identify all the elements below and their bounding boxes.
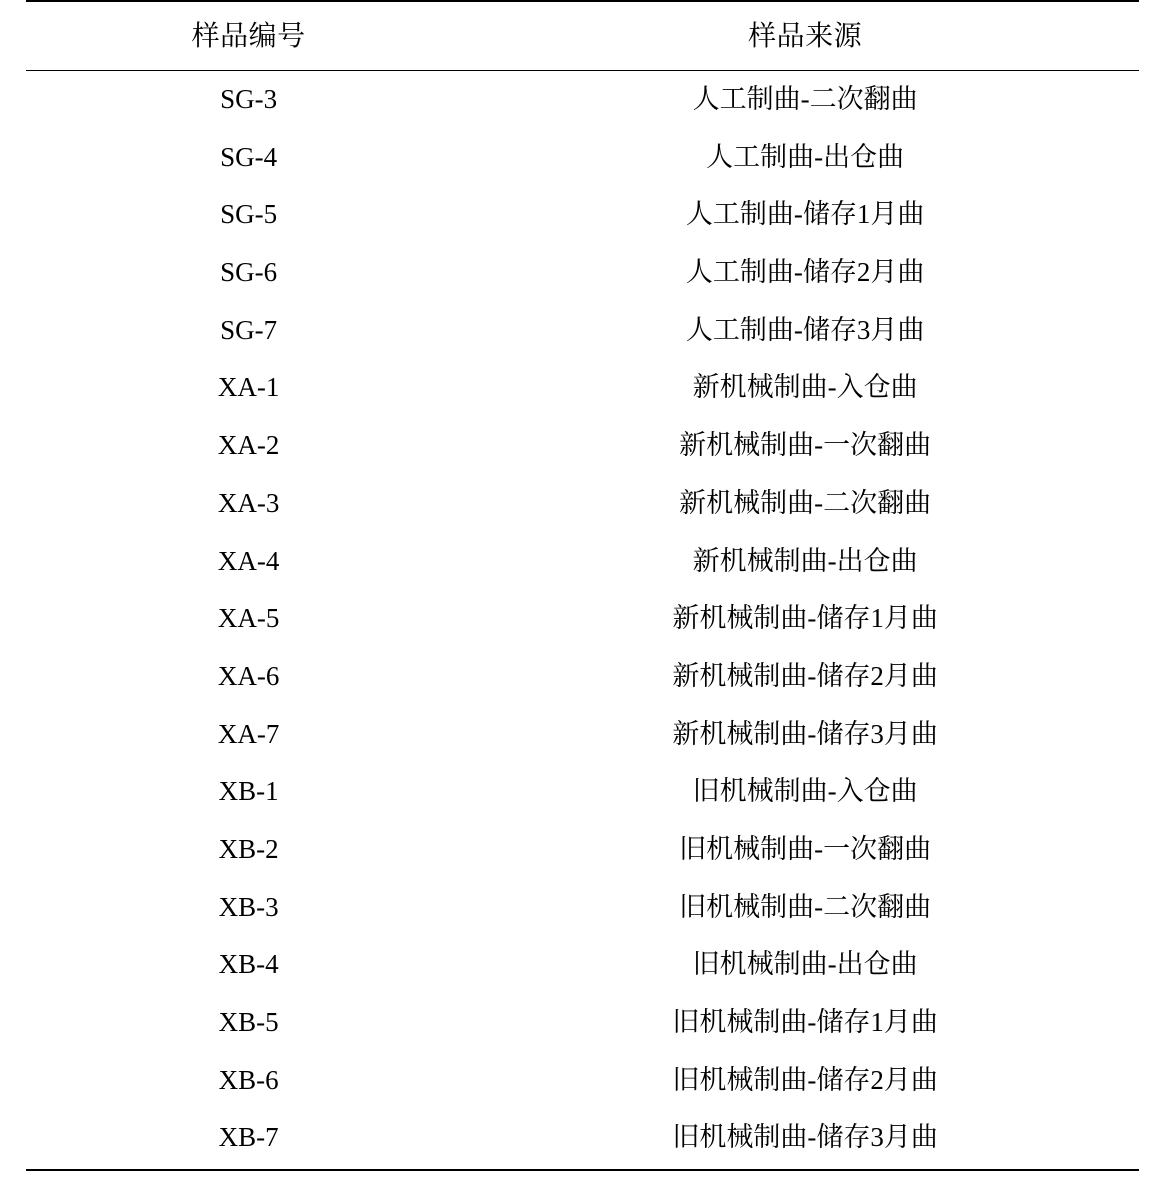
cell-sample-id: XB-7 — [26, 1109, 471, 1170]
table-row — [26, 1052, 1139, 1110]
table-row — [26, 648, 1139, 706]
table-row — [26, 590, 1139, 648]
cell-sample-id: XB-6 — [218, 1064, 279, 1095]
cell-sample-source: 旧机械制曲-入仓曲 — [692, 776, 918, 807]
cell-sample-source: 旧机械制曲-储存3月曲 — [471, 1109, 1139, 1170]
table-row — [26, 706, 1139, 764]
cell-sample-source: 人工制曲-出仓曲 — [706, 141, 905, 172]
cell-sample-source: 人工制曲-二次翻曲 — [692, 84, 918, 114]
cell-sample-id: SG-3 — [220, 84, 278, 114]
cell-sample-source: 新机械制曲-储存1月曲 — [672, 603, 938, 634]
table-row — [26, 763, 1139, 821]
cell-sample-source: 旧机械制曲-储存2月曲 — [672, 1064, 938, 1095]
table-row — [26, 244, 1139, 302]
cell-sample-source: 人工制曲-储存1月曲 — [685, 199, 925, 230]
cell-sample-id: XB-1 — [218, 776, 279, 807]
table-row — [26, 936, 1139, 994]
cell-sample-id: SG-5 — [220, 199, 278, 230]
table-row — [26, 417, 1139, 475]
cell-sample-id: XB-4 — [218, 949, 279, 980]
cell-sample-source: 旧机械制曲-一次翻曲 — [679, 833, 932, 864]
column-header-sample-id: 样品编号 — [26, 1, 471, 71]
table-row — [26, 129, 1139, 187]
cell-sample-id: XB-3 — [218, 891, 279, 922]
table-header-row — [26, 1, 1139, 71]
cell-sample-source: 新机械制曲-一次翻曲 — [679, 430, 932, 461]
column-header-sample-source: 样品来源 — [471, 1, 1139, 71]
table-row — [26, 994, 1139, 1052]
cell-sample-source: 旧机械制曲-二次翻曲 — [679, 891, 932, 922]
cell-sample-id: XA-3 — [217, 487, 280, 518]
cell-sample-id: XB-5 — [218, 1007, 279, 1037]
cell-sample-id: XA-6 — [217, 660, 280, 691]
cell-sample-source: 旧机械制曲-储存1月曲 — [672, 1007, 938, 1037]
cell-sample-source: 人工制曲-储存2月曲 — [685, 257, 925, 288]
table-row — [26, 186, 1139, 244]
table-row — [26, 359, 1139, 417]
cell-sample-source: 新机械制曲-储存3月曲 — [672, 718, 938, 749]
table-row — [26, 475, 1139, 533]
table-row — [26, 879, 1139, 937]
table-row — [26, 533, 1139, 591]
cell-sample-id: XA-5 — [217, 603, 280, 634]
cell-sample-id: SG-4 — [220, 141, 278, 172]
table-row — [26, 71, 1139, 129]
cell-sample-source: 新机械制曲-二次翻曲 — [679, 487, 932, 518]
table-header — [26, 1, 1139, 71]
sample-table — [26, 0, 1139, 1171]
cell-sample-source: 新机械制曲-出仓曲 — [692, 545, 918, 576]
cell-sample-id: XA-4 — [217, 545, 280, 576]
cell-sample-source: 新机械制曲-入仓曲 — [692, 372, 918, 403]
cell-sample-source: 人工制曲-储存3月曲 — [685, 314, 925, 345]
table-row — [26, 1109, 1139, 1170]
cell-sample-id: XB-2 — [218, 833, 279, 864]
cell-sample-id: XA-7 — [217, 718, 280, 749]
table-row — [26, 302, 1139, 360]
cell-sample-id: SG-6 — [220, 257, 278, 288]
cell-sample-id: SG-7 — [220, 314, 278, 345]
cell-sample-source: 旧机械制曲-出仓曲 — [692, 949, 918, 980]
cell-sample-id: XA-1 — [217, 372, 280, 403]
table-body — [26, 71, 1139, 1171]
cell-sample-id: XA-2 — [217, 430, 280, 461]
cell-sample-source: 新机械制曲-储存2月曲 — [672, 660, 938, 691]
table-row — [26, 821, 1139, 879]
